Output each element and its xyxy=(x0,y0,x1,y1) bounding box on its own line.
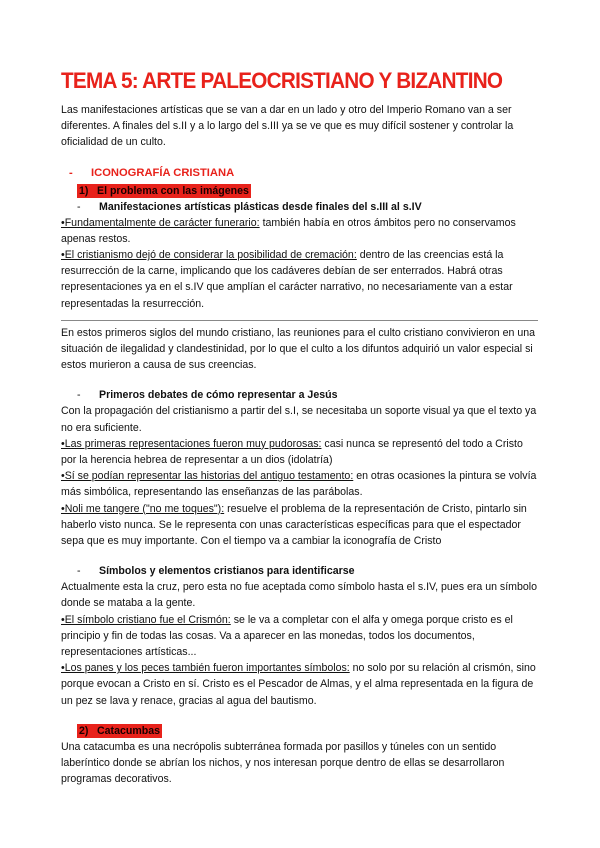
bullet-lead: •Los panes y los peces también fueron importantes símbolos: xyxy=(61,662,350,675)
heading-label: Catacumbas xyxy=(97,724,160,737)
subheading-2 xyxy=(61,387,538,403)
bullet-paragraph xyxy=(61,501,538,550)
bullet-lead: •Noli me tangere ("no me toques"): xyxy=(61,502,225,515)
bullet-paragraph xyxy=(61,436,538,468)
subheading-dash: - xyxy=(77,389,81,402)
bullet-paragraph xyxy=(61,660,538,709)
bullet-lead: •Las primeras representaciones fueron muy pudorosas: xyxy=(61,437,322,450)
bullet-lead: •Sí se podían representar las historias del antiguo testamento: xyxy=(61,470,354,483)
bullet-lead: •El cristianismo dejó de considerar la posibilidad de cremación: xyxy=(61,249,357,262)
bullet-paragraph xyxy=(61,247,538,312)
bullet-lead: •Fundamentalmente de carácter funerario: xyxy=(61,216,260,229)
intro-paragraph: Las manifestaciones artísticas que se van a dar en un lado y otro del Imperio Romano van a ser diferentes. A finales del s.II y a lo largo del s.III ya se ve que es muy difícil sostener y controlar la oficialidad de un culto. xyxy=(61,104,514,149)
subheading-1 xyxy=(61,199,538,215)
numbered-heading-1 xyxy=(61,181,538,199)
highlighted-heading xyxy=(77,724,162,738)
bullet-paragraph xyxy=(61,215,538,247)
section-dash: - xyxy=(69,166,73,179)
heading-label: El problema con las imágenes xyxy=(97,184,249,197)
section-title: ICONOGRAFÍA CRISTIANA xyxy=(91,166,235,179)
horizontal-divider xyxy=(61,320,538,321)
subheading-title: Primeros debates de cómo representar a Jesús xyxy=(99,389,338,402)
numbered-heading-2 xyxy=(61,721,538,739)
bullet-text: se le va a completar con el alfa y omega porque cristo es el principio y fin de todas las cosas. Va a aparecer en las monedas, todos los documentos, representaciones artísticas... xyxy=(61,613,513,659)
bullet-paragraph xyxy=(61,612,538,661)
bullet-paragraph xyxy=(61,468,538,500)
subheading-3 xyxy=(61,563,538,579)
bullet-text: dentro de las creencias está la resurrección de la carne, implicando que los cadáveres debían de ser enterrados. Habrá otras representaciones ya en el s.IV que amplían el carácter narrativo, no necesariamente van a estar representadas la resurrección. xyxy=(61,249,513,310)
body-paragraph: Con la propagación del cristianismo a partir del s.I, se necesitaba un soporte visual ya que el texto ya no era suficiente. xyxy=(61,405,537,434)
heading-number: 1) xyxy=(79,184,89,197)
bullet-text: casi nunca se representó del todo a Cristo por la herencia hebrea de representar a un dios (idolatría) xyxy=(61,437,523,467)
body-paragraph: Una catacumba es una necrópolis subterránea formada por pasillos y túneles con un sentido laberíntico donde se abrían los nichos, y nos interesan porque dentro de ellas se desarrollaron programas decorativos. xyxy=(61,740,505,786)
bullet-text: no solo por su relación al crismón, sino porque evocan a Cristo en sí. Cristo es el Pescador de Almas, y el alma representada en la figura de un pez se lava y renace, gracias al agua del bautismo. xyxy=(61,662,536,707)
bullet-text: también había en otros ámbitos pero no conservamos apenas restos. xyxy=(61,216,516,245)
spacer xyxy=(61,709,538,721)
highlighted-heading xyxy=(77,184,251,198)
subheading-title: Símbolos y elementos cristianos para identificarse xyxy=(99,565,355,578)
bullet-text: resuelve el problema de la representación de Cristo, pintarlo sin haberlo visto nunca. Se le representa con unas características específicas para que el espectador sepa que es muy importante. Con el tiempo va a cambiar la iconografía de Cristo xyxy=(61,502,527,548)
spacer xyxy=(61,373,538,387)
bullet-lead: •El símbolo cristiano fue el Crismón: xyxy=(61,613,231,626)
subheading-dash: - xyxy=(77,200,81,213)
heading-number: 2) xyxy=(79,724,89,737)
bullet-text: en otras ocasiones la pintura se volvía más simbólica, representando las enseñanzas de las parábolas. xyxy=(61,470,537,499)
spacer xyxy=(61,549,538,563)
body-paragraph: En estos primeros siglos del mundo cristiano, las reuniones para el culto cristiano convivieron en una situación de ilegalidad y clandestinidad, por lo que el culto a los difuntos adquirió un valor especial si estos murieron a causa de sus creencias. xyxy=(61,326,536,372)
subheading-dash: - xyxy=(77,565,81,578)
body-paragraph: Actualmente esta la cruz, pero esta no fue aceptada como símbolo hasta el s.IV, pues era un símbolo donde se mataba a la gente. xyxy=(61,581,538,610)
document-title: TEMA 5: ARTE PALEOCRISTIANO Y BIZANTINO xyxy=(61,68,503,93)
subheading-title: Manifestaciones artísticas plásticas desde finales del s.III al s.IV xyxy=(99,200,422,213)
section-heading xyxy=(61,167,538,179)
